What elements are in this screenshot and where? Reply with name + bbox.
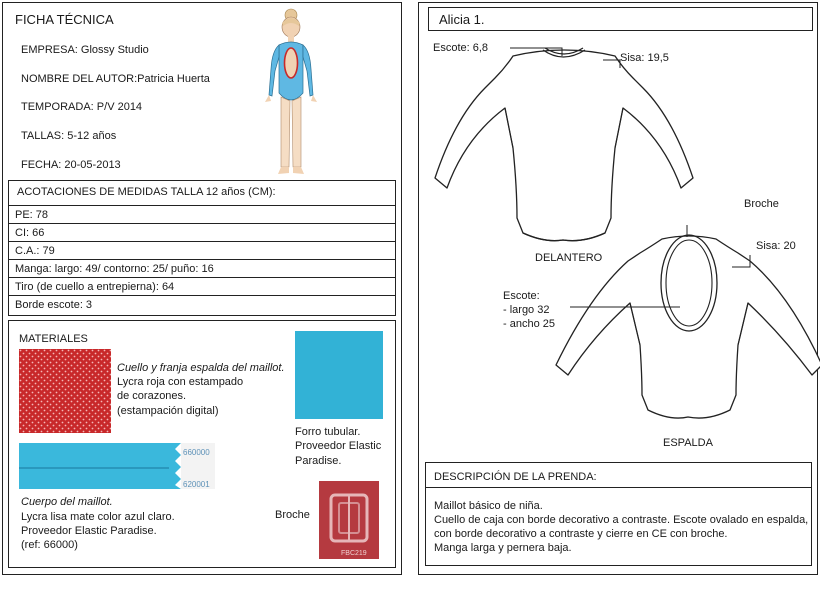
measure-row: Borde escote: 3 — [9, 295, 395, 314]
measure-row: CI: 66 — [9, 223, 395, 242]
lining-caption-line: Proveedor Elastic — [295, 440, 382, 452]
back-neck-measure: - largo 32 — [503, 304, 550, 316]
front-label: DELANTERO — [535, 252, 603, 264]
measure-row: C.A.: 79 — [9, 241, 395, 260]
lining-caption-line: Paradise. — [295, 455, 342, 467]
blue-fabric-caption-line: Proveedor Elastic Paradise. — [21, 525, 157, 537]
materials-title: MATERIALES — [19, 333, 88, 345]
red-fabric-caption-line: Lycra roja con estampado — [117, 376, 244, 388]
front-sleeve-measure: Sisa: 19,5 — [620, 52, 669, 64]
lining-fabric-swatch — [295, 331, 383, 419]
swatch-code: 620001 — [183, 480, 210, 489]
measurements-table — [8, 180, 396, 316]
measure-row: Manga: largo: 49/ contorno: 25/ puño: 16 — [9, 259, 395, 278]
blue-fabric-caption-line: Lycra lisa mate color azul claro. — [21, 511, 175, 523]
lining-caption-line: Forro tubular. — [295, 426, 361, 438]
back-neck-measure: Escote: — [503, 290, 540, 302]
description-box — [425, 462, 812, 566]
back-garment-drawing — [550, 225, 820, 435]
sheet-title: FICHA TÉCNICA — [15, 12, 114, 27]
materials-section — [8, 320, 396, 568]
model-illustration — [261, 7, 321, 179]
clasp-label: Broche — [275, 509, 310, 521]
description-line: Manga larga y pernera baja. — [434, 542, 572, 554]
measure-row: PE: 78 — [9, 205, 395, 224]
red-heart-fabric-swatch — [19, 349, 111, 433]
description-title: DESCRIPCIÓN DE LA PRENDA: — [434, 471, 597, 483]
blue-fabric-caption-title: Cuerpo del maillot. — [21, 496, 113, 508]
blue-lycra-swatch — [19, 443, 215, 489]
red-fabric-caption-line: (estampación digital) — [117, 405, 219, 417]
back-sleeve-measure: Sisa: 20 — [756, 240, 796, 252]
date-field: FECHA: 20-05-2013 — [21, 159, 121, 171]
sizes-field: TALLAS: 5-12 años — [21, 130, 117, 142]
author-field: NOMBRE DEL AUTOR:Patricia Huerta — [21, 73, 210, 85]
season-field: TEMPORADA: P/V 2014 — [21, 101, 143, 113]
clasp-code: FBC219 — [341, 550, 367, 557]
company-field: EMPRESA: Glossy Studio — [21, 44, 149, 56]
description-line: Cuello de caja con borde decorativo a contraste. Escote ovalado en espalda, — [434, 514, 809, 526]
back-neck-measure: - ancho 25 — [503, 318, 555, 330]
swatch-code: 660000 — [183, 448, 210, 457]
red-fabric-caption-line: de corazones. — [117, 390, 187, 402]
model-name: Alicia 1. — [439, 12, 485, 27]
red-fabric-caption-title: Cuello y franja espalda del maillot. — [117, 362, 285, 374]
back-clasp-label: Broche — [744, 198, 779, 210]
description-line: con borde decorativo a contraste y cierre en CE con broche. — [434, 528, 728, 540]
measure-row: Tiro (de cuello a entrepierna): 64 — [9, 277, 395, 296]
measurements-title: ACOTACIONES DE MEDIDAS TALLA 12 años (CM): — [17, 186, 276, 198]
model-name-box — [428, 7, 813, 31]
clasp-photo — [319, 481, 379, 559]
description-line: Maillot básico de niña. — [434, 500, 543, 512]
back-label: ESPALDA — [663, 437, 713, 449]
blue-fabric-caption-line: (ref: 66000) — [21, 539, 78, 551]
front-neck-measure: Escote: 6,8 — [433, 42, 489, 54]
